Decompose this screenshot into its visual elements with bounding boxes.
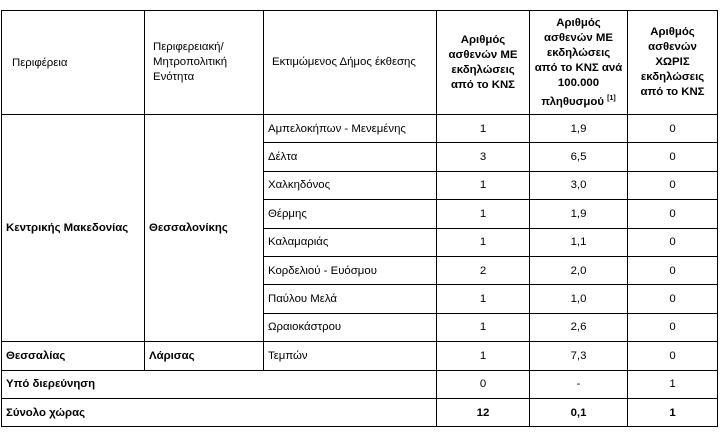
table-row-total [2,398,718,426]
per-100k-cell: 7,3 [530,342,628,370]
without-cns-cell: 1 [628,370,718,398]
with-cns-cell: 1 [437,200,530,228]
table-row [2,342,718,370]
header-without-cns: Αριθμός ασθενών ΧΩΡΙΣ εκδηλώσεις από το ΚΝΣ [628,11,718,115]
region-cell: Κεντρικής Μακεδονίας [2,115,145,342]
header-per-100k: Αριθμός ασθενών ΜΕ εκδηλώσεις από το ΚΝΣ ανά 100.000 πληθυσμού [1] [530,11,628,115]
total-per-100k: 0,1 [530,398,628,426]
municipality-cell: Καλαμαριάς [264,228,437,256]
with-cns-cell: 1 [437,171,530,199]
cases-table [1,10,718,427]
per-100k-cell: 2,6 [530,313,628,341]
without-cns-cell: 0 [628,256,718,284]
municipality-cell: Κορδελιού - Ευόσμου [264,256,437,284]
with-cns-cell: 3 [437,143,530,171]
total-label: Σύνολο χώρας [2,398,437,426]
header-region: Περιφέρεια [2,11,145,115]
under-investigation-label: Υπό διερεύνηση [2,370,437,398]
per-100k-cell: 1,9 [530,115,628,143]
table-row [2,115,718,143]
municipality-cell: Δέλτα [264,143,437,171]
footnote-cropped [0,437,721,443]
regional-unit-cell: Λάρισας [145,342,264,370]
with-cns-cell: 1 [437,313,530,341]
municipality-cell: Τεμπών [264,342,437,370]
top-cropped-text [0,0,721,8]
municipality-cell: Αμπελοκήπων - Μενεμένης [264,115,437,143]
with-cns-cell: 0 [437,370,530,398]
per-100k-cell: 1,9 [530,200,628,228]
with-cns-cell: 1 [437,228,530,256]
without-cns-cell: 0 [628,171,718,199]
without-cns-cell: 0 [628,115,718,143]
without-cns-cell: 0 [628,228,718,256]
municipality-cell: Παύλου Μελά [264,285,437,313]
municipality-cell: Ωραιοκάστρου [264,313,437,341]
per-100k-cell: 2,0 [530,256,628,284]
without-cns-cell: 0 [628,200,718,228]
without-cns-cell: 0 [628,342,718,370]
header-regional-unit: Περιφερειακή/ Μητροπολιτική Ενότητα [145,11,264,115]
per-100k-cell: 1,1 [530,228,628,256]
total-with-cns: 12 [437,398,530,426]
footnote-ref: [1] [607,94,616,102]
table-row-under-investigation [2,370,718,398]
per-100k-cell: - [530,370,628,398]
with-cns-cell: 1 [437,285,530,313]
per-100k-cell: 1,0 [530,285,628,313]
with-cns-cell: 2 [437,256,530,284]
per-100k-cell: 6,5 [530,143,628,171]
per-100k-cell: 3,0 [530,171,628,199]
municipality-cell: Χαλκηδόνος [264,171,437,199]
without-cns-cell: 0 [628,285,718,313]
with-cns-cell: 1 [437,342,530,370]
header-with-cns: Αριθμός ασθενών ΜΕ εκδηλώσεις από το ΚΝΣ [437,11,530,115]
with-cns-cell: 1 [437,115,530,143]
without-cns-cell: 0 [628,143,718,171]
total-without-cns: 1 [628,398,718,426]
without-cns-cell: 0 [628,313,718,341]
region-cell: Θεσσαλίας [2,342,145,370]
municipality-cell: Θέρμης [264,200,437,228]
table-header-row [2,11,718,115]
header-municipality: Εκτιμώμενος Δήμος έκθεσης [264,11,437,115]
regional-unit-cell: Θεσσαλονίκης [145,115,264,342]
